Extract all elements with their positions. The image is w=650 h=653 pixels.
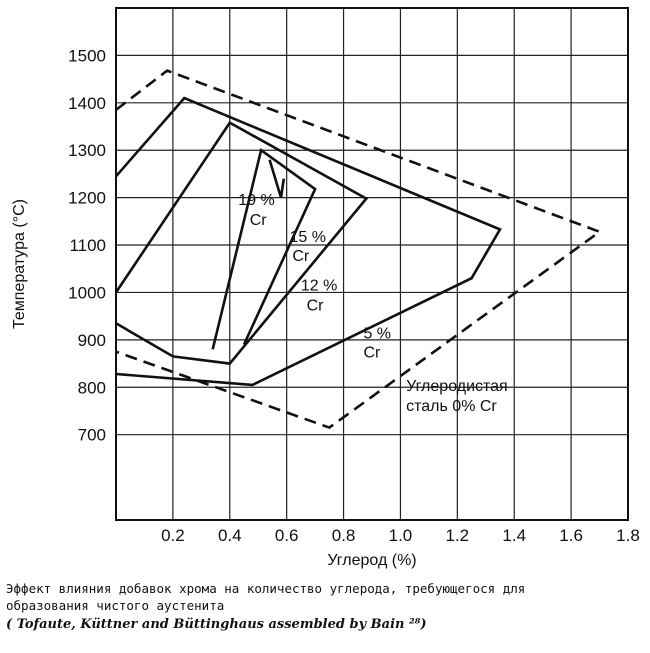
x-tick-label: 1.8 — [616, 526, 640, 545]
x-tick-label: 0.8 — [331, 526, 356, 545]
series-line-0 — [116, 71, 600, 428]
caption-line-2: образования чистого аустенита — [6, 598, 225, 613]
x-tick-label: 1.2 — [445, 526, 470, 545]
annotation-label: Углеродистая — [406, 378, 508, 396]
y-tick-label: 800 — [77, 378, 106, 398]
annotation-label: Cr — [292, 248, 310, 266]
y-tick-label: 1400 — [68, 93, 106, 113]
x-tick-label: 0.4 — [217, 526, 242, 545]
y-tick-label: 1500 — [68, 46, 106, 66]
y-tick-label: 1000 — [68, 283, 106, 303]
annotation-label: Cr — [363, 344, 381, 362]
y-tick-label: 1100 — [69, 236, 106, 256]
annotation-label: сталь 0% Cr — [406, 397, 497, 415]
annotation-label: 15 % — [289, 229, 326, 247]
annotation-label: 12 % — [300, 277, 338, 295]
annotation-label: Cr — [306, 297, 324, 315]
annotation-label: Cr — [249, 212, 267, 230]
y-tick-label: 900 — [77, 330, 106, 350]
annotation-label: 5 % — [363, 325, 392, 343]
y-axis-label: Температура (°С) — [11, 199, 28, 329]
plot-frame — [116, 8, 628, 520]
x-tick-label: 1.4 — [502, 526, 527, 545]
series-lines — [116, 71, 600, 428]
annotation-label: 19 % — [238, 192, 275, 210]
y-tick-label: 1300 — [68, 141, 106, 161]
x-tick-labels — [161, 526, 640, 545]
y-tick-labels — [68, 46, 106, 444]
y-tick-label: 1200 — [68, 188, 106, 208]
x-tick-label: 0.6 — [274, 526, 299, 545]
grid — [116, 8, 628, 520]
x-tick-label: 1.0 — [388, 526, 413, 545]
caption-source: ( Tofaute, Küttner and Büttinghaus assembled by Bain ²⁸) — [6, 617, 427, 632]
x-axis-label: Углерод (%) — [327, 552, 417, 569]
x-tick-label: 0.2 — [161, 526, 185, 545]
x-tick-label: 1.6 — [559, 526, 583, 545]
caption-line-1: Эффект влияния добавок хрома на количество углерода, требующегося для — [6, 581, 526, 596]
y-tick-label: 700 — [77, 425, 106, 445]
